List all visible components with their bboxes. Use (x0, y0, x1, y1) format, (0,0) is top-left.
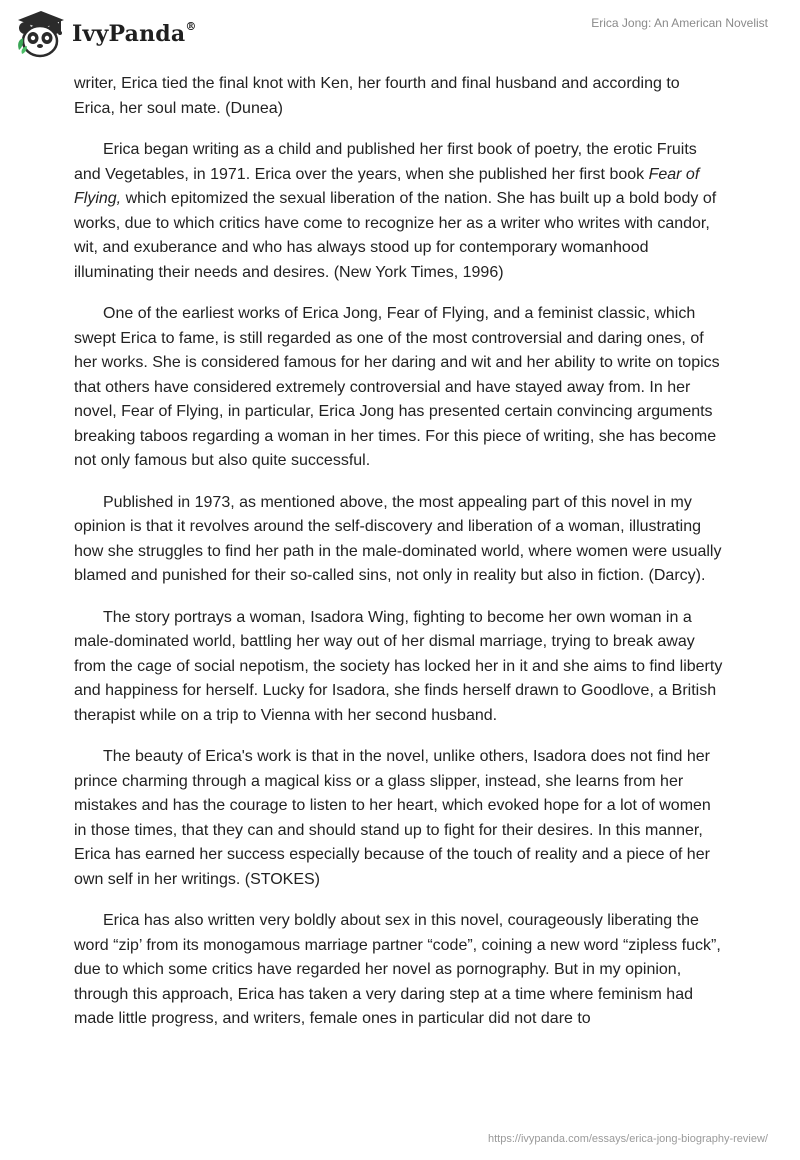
source-url[interactable]: https://ivypanda.com/essays/erica-jong-biography-review/ (487, 1133, 768, 1145)
document-title: Erica Jong: An American Novelist (591, 16, 768, 30)
paragraph: One of the earliest works of Erica Jong, Fear of Flying, and a feminist classic, which swept Erica to fame, is still regarded as one of the most controversial and daring ones, of her works. She is considered famous for her daring and wit and her ability to write on topics that others have considered extremely controversial and have stayed away from. In her novel, Fear of Flying, in particular, Erica Jong has presented certain convincing arguments breaking taboos regarding a woman in her times. For this piece of writing, she has become not only famous but also quite successful. (74, 305, 720, 469)
paragraph-text: Erica began writing as a child and published her first book of poetry, the erotic Fruits and Vegetables, in 1971. Erica over the years, when she published her first book (74, 141, 697, 183)
book-title-italic: Fear of Flying, (74, 165, 700, 207)
paragraph: Published in 1973, as mentioned above, the most appealing part of this novel in my opinion is that it revolves around the self-discovery and liberation of a woman, illustrating how she struggles to find her path in the male-dominated world, where women were usually blamed and punished for their so-called sins, not only in reality but also in fiction. (Darcy). (74, 493, 722, 584)
paragraph (74, 138, 724, 285)
paragraph: The story portrays a woman, Isadora Wing, fighting to become her own woman in a male-dominated world, battling her way out of her dismal marriage, trying to break away from the cage of social nepotism, the society has locked her in it and she aims to find liberty and happiness for herself. Lucky for Isadora, she finds herself drawn to Goodlove, a British therapist while on a trip to Vienna with her second husband. (74, 608, 723, 724)
paragraph: writer, Erica tied the final knot with Ken, her fourth and final husband and according to Erica, her soul mate. (Dunea) (74, 75, 680, 117)
paragraph: The beauty of Erica's work is that in the novel, unlike others, Isadora does not find her prince charming through a magical kiss or a glass slipper, instead, she learns from her mistakes and has the courage to listen to her heart, which evoked hope for a lot of women in those times, that they can and should stand up to fight for their desires. In this manner, Erica has earned her success especially because of the touch of reality and a piece of her own self in her writings. (STOKES) (74, 748, 711, 888)
panda-logo-icon (14, 8, 68, 60)
ivypanda-logo[interactable] (14, 8, 197, 60)
brand-name: IvyPanda® (72, 19, 197, 47)
registered-mark: ® (185, 19, 197, 33)
essay-body (74, 72, 724, 1049)
page-header (0, 0, 800, 68)
paragraph-text: which epitomized the sexual liberation of the nation. She has built up a bold body of works, due to which critics have come to recognize her as a writer who writes with candor, wit, and exuberance and who has always stood up for contemporary womanhood illuminating their needs and desires. (New York Times, 1996) (74, 190, 717, 281)
paragraph: Erica has also written very boldly about sex in this novel, courageously liberating the word “zip’ from its monogamous marriage partner “code”, coining a new word “zipless fuck”, due to which some critics have regarded her novel as pornography. But in my opinion, through this approach, Erica has taken a very daring step at a time where feminism had made little progress, and writers, female ones in particular did not dare to (74, 912, 721, 1027)
